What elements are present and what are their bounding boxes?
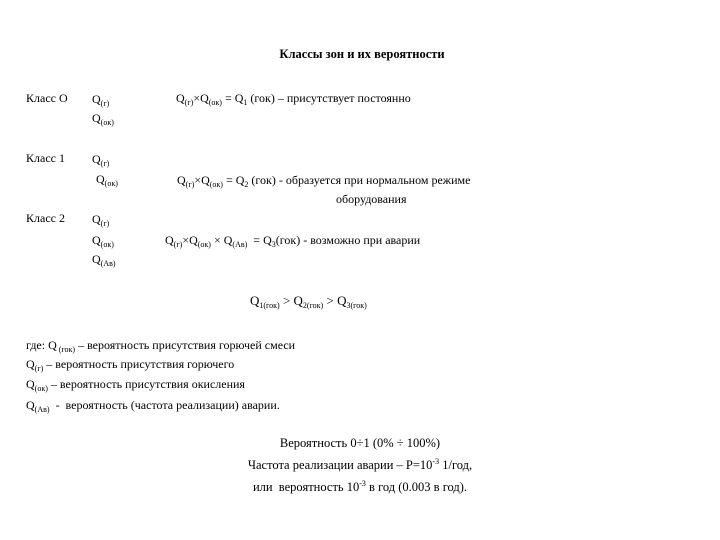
probability-line-1: Вероятность 0÷1 (0% ÷ 100%) (279, 436, 441, 450)
class-var: $Q_{(г)}$ (92, 152, 110, 168)
class-var: $Q_{(ок)}$ (92, 233, 114, 249)
class-label: Класс 2 (26, 211, 65, 225)
class-desc-cont: оборудования (336, 192, 407, 206)
class-formula: $Q_{(г)}\times Q_{(ок)} = Q_1$ (гок) – присутствует постоянно (176, 91, 411, 107)
definition-line: $Q_{(Ав)}$ - вероятность (частота реализации) аварии. (26, 398, 280, 414)
class-var: $Q_{(ок)}$ (92, 111, 114, 127)
definition-line: $Q_{(ок)}$ – вероятность присутствия окисления (26, 377, 245, 393)
inequality: $Q_{1(гок)} > Q_{2(гок)} > Q_{3(гок)}$ (250, 293, 367, 310)
probability-line-3: или вероятность $10^{-3}$ в год (0.003 в год). (252, 479, 468, 494)
class-var: $Q_{(г)}$ (92, 212, 110, 228)
class-label: Класс 1 (26, 151, 65, 165)
definition-line: $Q_{(г)}$ – вероятность присутствия горючего (26, 357, 235, 373)
class-var: $Q_{(г)}$ (92, 92, 110, 108)
class-var: $Q_{(Ав)}$ (92, 252, 116, 268)
class-formula: $Q_{(г)}\times Q_{(ок)} = Q_2$ (гок) - образуется при нормальном режиме (177, 173, 471, 189)
definition-line: где: Q $_{(гок)}$ – вероятность присутствия горючей смеси (26, 338, 296, 354)
page-title: Классы зон и их вероятности (279, 47, 445, 61)
class-formula: $Q_{(г)}\times Q_{(ок)} \times Q_{(Ав)} = Q_3(гок)$ - возможно при аварии (165, 233, 421, 249)
class-label: Класс О (26, 91, 68, 105)
class-var: $Q_{(ок)}$ (96, 172, 118, 188)
probability-line-2: Частота реализации аварии – $Р=10^{-3}$ 1/год, (247, 457, 473, 472)
